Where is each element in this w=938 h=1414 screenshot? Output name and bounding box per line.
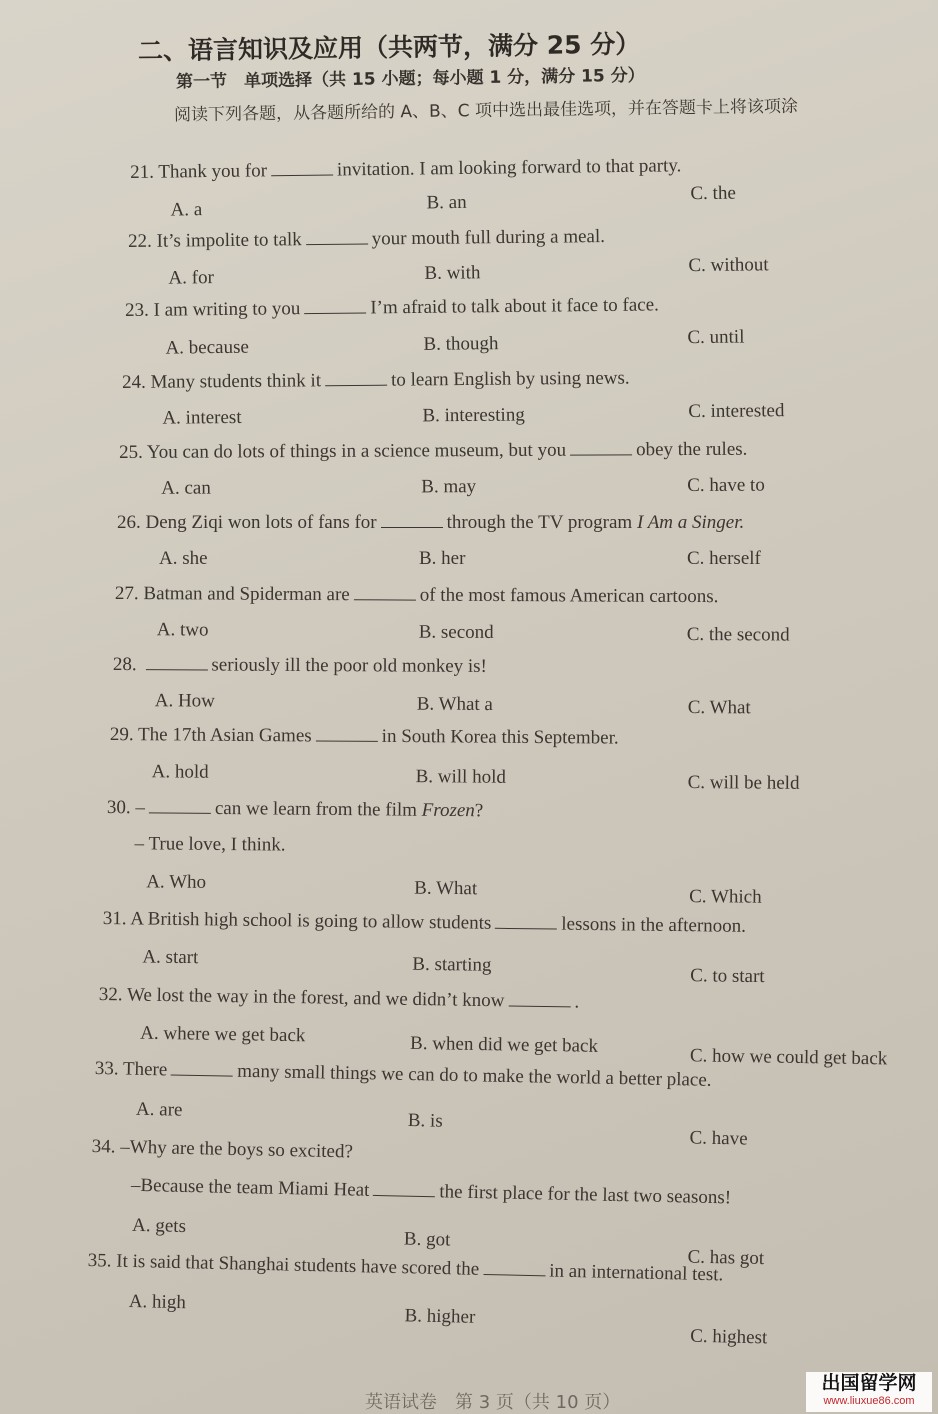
section-title: 二、语言知识及应用（共两节，满分 25 分） (137, 29, 641, 66)
option-c: C. until (687, 326, 745, 349)
option-a: A. Who (146, 871, 207, 893)
answer-blank (145, 655, 207, 670)
answer-blank (373, 1181, 435, 1197)
answer-blank (171, 1060, 233, 1076)
answer-blank (508, 991, 570, 1007)
answer-blank (381, 513, 443, 528)
option-a: A. for (168, 267, 214, 289)
option-a: A. are (135, 1098, 183, 1121)
option-c: C. will be held (687, 772, 800, 794)
site-watermark (806, 1372, 932, 1412)
option-c: C. has got (687, 1246, 765, 1270)
option-a: A. because (165, 336, 249, 359)
option-c: C. Which (689, 886, 762, 908)
option-b: B. will hold (415, 766, 506, 788)
option-c: C. the (690, 182, 736, 205)
option-b: B. interesting (422, 404, 525, 427)
option-c: C. What (687, 697, 751, 719)
answer-blank (495, 914, 557, 930)
option-a: A. hold (151, 761, 209, 783)
option-c: C. highest (689, 1325, 768, 1349)
page-footer: 英语试卷 第 3 页（共 10 页） (365, 1392, 621, 1413)
option-a: A. where we get back (140, 1022, 306, 1047)
option-b: B. though (423, 333, 499, 355)
option-c: C. have (689, 1127, 748, 1150)
option-c: C. herself (687, 548, 761, 569)
watermark-url: www.liuxue86.com (823, 1395, 915, 1407)
answer-blank (149, 798, 211, 814)
option-b: B. may (421, 476, 477, 498)
exam-page: 二、语言知识及应用（共两节，满分 25 分） 第一节 单项选择（共 15 小题；每小题 1 分，满分 15 分） 阅读下列各题，从各题所给的 A、B、C 项中选出最佳选项，并在答题卡上将该项涂 21. Thank you for invitation. I am looking forward to that party. A. a B. an C. the 22. It’s impolite to talk your mouth full during a meal. A. for B. with C. without 23. I am writing to you I’m afraid to talk about it face to face. A. because B. though C. until 24. Many students think it to learn English by using news. A. interest B. interesting C. interested 25. You can do lots of things in a science museum, but you obey the rules. A. can B. may C. have to 26. Deng Ziqi won lots of fans for through the TV program I Am a Singer. A. she B. her C. herself 27. Batman and Spiderman are of the most famous American cartoons. A. two B. second C. the second 28. seriously ill the poor old monkey is! A. How B. What a C. What 29. The 17th Asian Games in South Korea this September. A. hold B. will hold C. will be held 30. – can we learn from the film Frozen? – True love, I think. A. Who B. What C. Which 31. A British high school is going to allow students lessons in the afternoon. A. start B. starting C. to start 32. We lost the way in the forest, and we didn’t know . A. where we get back B. when did we get back C. how we could get back 33. There many small things we can do to make the world a better place. A. are B. is C. have 34. –Why are the boys so excited? –Because the team Miami Heat the first place for the last two seasons! A. gets B. got C. has got 35. It is said that Shanghai students have scored the in an international test. A. high B. higher C. highest 英语试卷 第 3 页（共 10 页） 出国留学网 www.liuxue86.com (0, 0, 938, 1414)
option-b: B. What a (416, 693, 493, 715)
option-b: B. second (418, 621, 494, 643)
option-b: B. higher (404, 1305, 476, 1328)
option-a: A. can (161, 477, 211, 499)
option-b: B. an (426, 191, 467, 214)
option-c: C. without (688, 254, 769, 277)
option-a: A. a (170, 199, 203, 221)
subsection-title: 第一节 单项选择（共 15 小题；每小题 1 分，满分 15 分） (175, 65, 645, 93)
answer-blank (570, 440, 632, 455)
answer-blank (354, 585, 416, 600)
option-a: A. high (128, 1290, 187, 1314)
option-b: B. What (414, 877, 478, 900)
option-a: A. start (142, 946, 199, 969)
option-b: B. when did we get back (409, 1032, 599, 1057)
option-b: B. got (403, 1228, 451, 1251)
option-b: B. with (424, 262, 481, 284)
option-a: A. interest (162, 406, 242, 429)
option-b: B. her (419, 548, 466, 569)
option-c: C. how we could get back (689, 1045, 888, 1070)
answer-blank (483, 1260, 545, 1276)
option-b: B. is (407, 1110, 443, 1132)
dialogue-reply: –Because the team Miami Heat the first place for the last two seasons! (130, 1174, 732, 1209)
instruction-text: 阅读下列各题，从各题所给的 A、B、C 项中选出最佳选项，并在答题卡上将该项涂 (173, 96, 799, 126)
option-b: B. starting (412, 953, 492, 976)
option-c: C. have to (687, 474, 765, 497)
dialogue-reply: – True love, I think. (134, 833, 286, 856)
answer-blank (304, 298, 366, 314)
option-c: C. to start (690, 965, 765, 988)
answer-blank (325, 371, 387, 387)
option-c: C. interested (688, 400, 785, 423)
option-a: A. two (156, 619, 209, 641)
answer-blank (316, 726, 378, 741)
option-a: A. she (159, 548, 208, 569)
answer-blank (306, 229, 368, 245)
answer-blank (271, 161, 333, 177)
option-a: A. gets (131, 1214, 187, 1237)
watermark-name: 出国留学网 (821, 1372, 917, 1394)
option-c: C. the second (686, 623, 790, 646)
option-a: A. How (154, 690, 215, 712)
